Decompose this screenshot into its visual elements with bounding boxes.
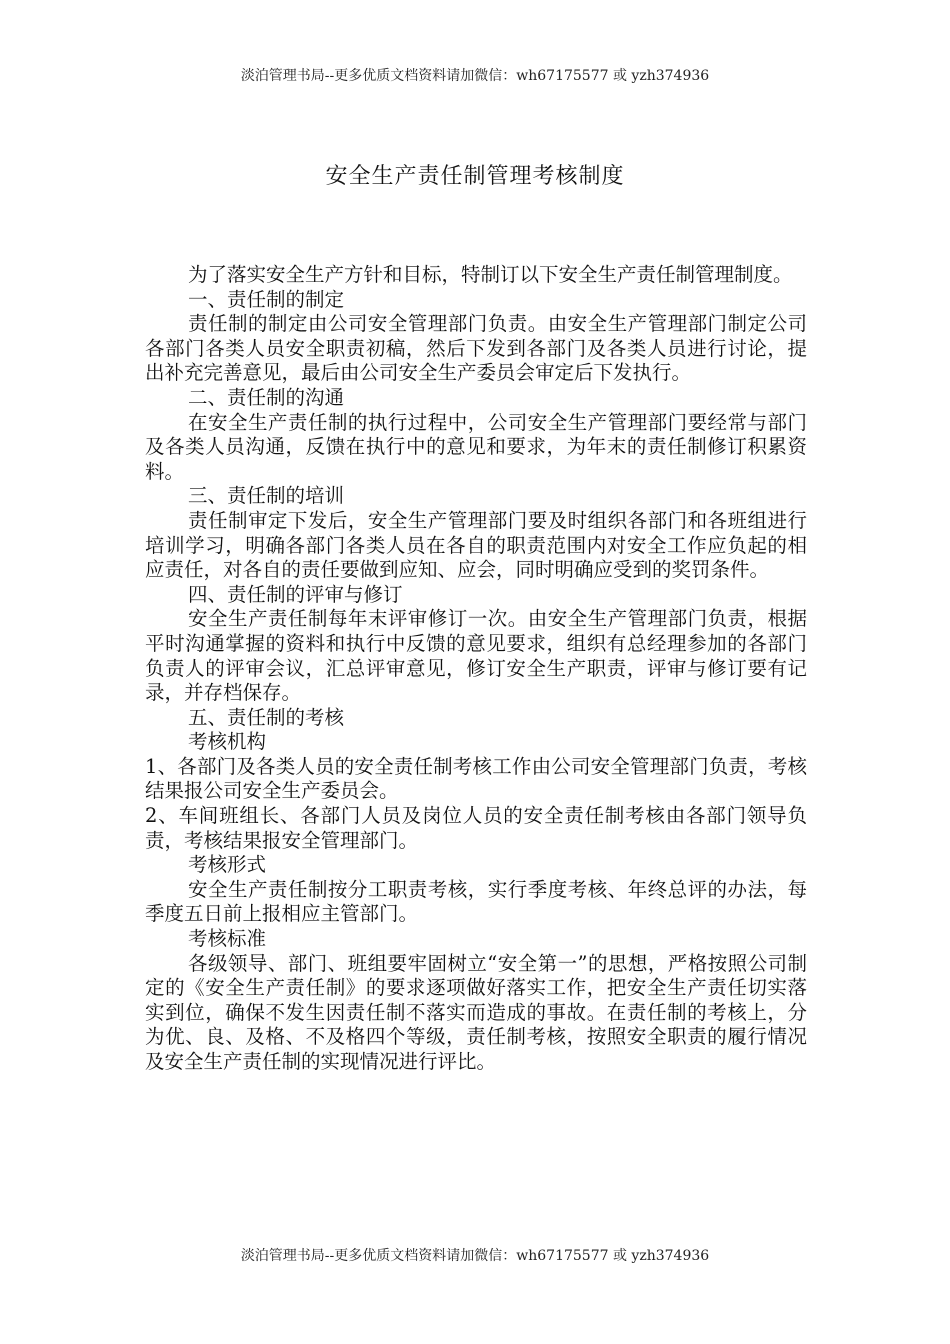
list-item-assessment-body-1: 1、各部门及各类人员的安全责任制考核工作由公司安全管理部门负责，考核结果报公司安全生产委员会。	[145, 754, 807, 803]
section-text-communication: 在安全生产责任制的执行过程中，公司安全生产管理部门要经常与部门及各类人员沟通，反馈在执行中的意见和要求，为年末的责任制修订积累资料。	[145, 410, 807, 483]
page-header: 淡泊管理书局--更多优质文档资料请加微信：wh67175577 或 yzh374936	[240, 68, 710, 84]
subheading-assessment-form: 考核形式	[188, 853, 267, 877]
document-title: 安全生产责任制管理考核制度	[325, 164, 625, 189]
section-heading-review: 四、责任制的评审与修订	[188, 582, 403, 606]
subheading-assessment-body: 考核机构	[188, 730, 267, 754]
list-item-assessment-body-2: 2、车间班组长、各部门人员及岗位人员的安全责任制考核由各部门领导负责，考核结果报安全管理部门。	[145, 804, 807, 852]
section-text-training: 责任制审定下发后，安全生产管理部门要及时组织各部门和各班组进行培训学习，明确各部门各类人员在各自的职责范围内对安全工作应负起的相应责任，对各自的责任要做到应知、应会，同时明确应受到的奖罚条件。	[145, 508, 807, 582]
section-text-review: 安全生产责任制每年末评审修订一次。由安全生产管理部门负责，根据平时沟通掌握的资料和执行中反馈的意见要求，组织有总经理参加的各部门负责人的评审会议，汇总评审意见，修订安全生产职责，评审与修订要有记录，并存档保存。	[145, 607, 807, 705]
page-footer: 淡泊管理书局--更多优质文档资料请加微信：wh67175577 或 yzh374936	[240, 1248, 710, 1264]
subheading-assessment-standard: 考核标准	[188, 927, 267, 951]
section-heading-communication: 二、责任制的沟通	[188, 385, 345, 409]
intro-paragraph: 为了落实安全生产方针和目标，特制订以下安全生产责任制管理制度。	[188, 263, 793, 286]
section-heading-formulation: 一、责任制的制定	[188, 287, 345, 311]
section-text-formulation: 责任制的制定由公司安全管理部门负责。由安全生产管理部门制定公司各部门各类人员安全职责初稿，然后下发到各部门及各类人员进行讨论，提出补充完善意见，最后由公司安全生产委员会审定后下发执行。	[145, 312, 807, 385]
document-body	[145, 263, 807, 1075]
section-heading-training: 三、责任制的培训	[188, 484, 345, 508]
section-heading-assessment: 五、责任制的考核	[188, 705, 345, 729]
text-assessment-standard: 各级领导、部门、班组要牢固树立“安全第一”的思想，严格按照公司制定的《安全生产责任制》的要求逐项做好落实工作，把安全生产责任切实落实到位，确保不发生因责任制不落实而造成的事故。在责任制的考核上，分为优、良、及格、不及格四个等级，责任制考核，按照安全职责的履行情况及安全生产责任制的实现情况进行评比。	[145, 951, 807, 1073]
text-assessment-form: 安全生产责任制按分工职责考核，实行季度考核、年终总评的办法，每季度五日前上报相应主管部门。	[145, 877, 807, 926]
